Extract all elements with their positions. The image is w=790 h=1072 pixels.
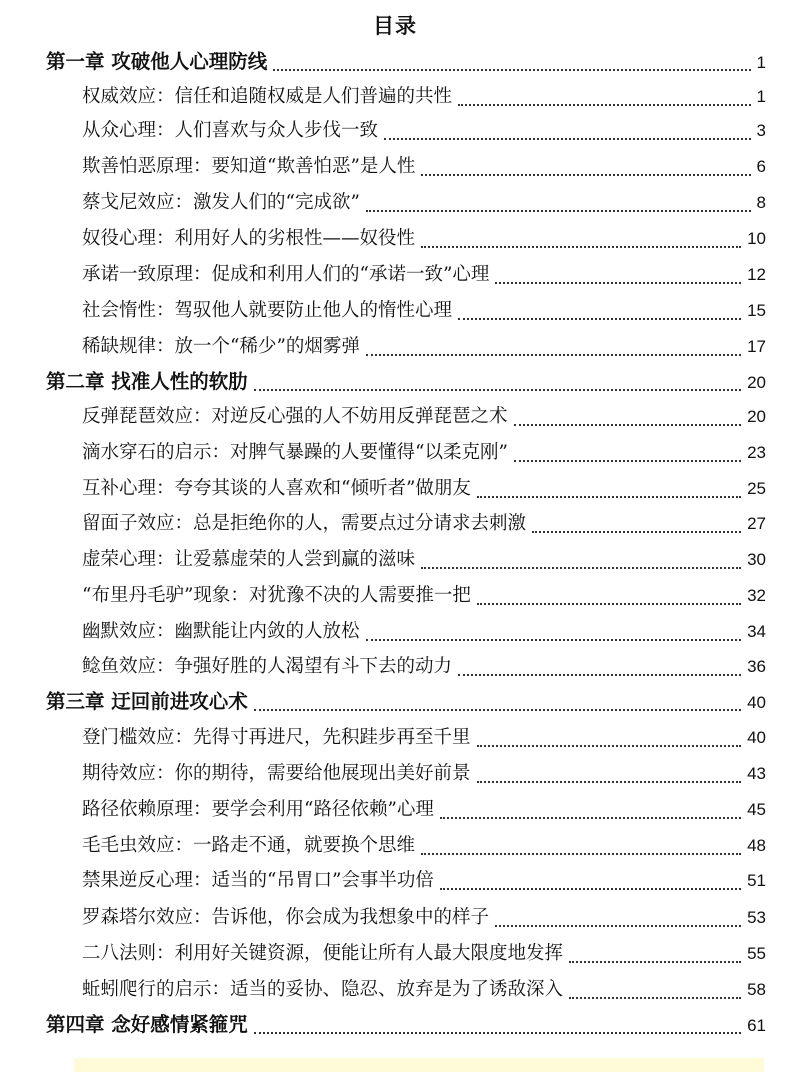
- toc-chapter-entry[interactable]: [46, 685, 766, 719]
- toc-section-entry[interactable]: [82, 901, 766, 935]
- dot-leader: [421, 853, 741, 855]
- toc-entry-title: 留面子效应：总是拒绝你的人，需要点过分请求去刺激: [82, 513, 527, 534]
- toc-entry-title: 互补心理：夸夸其谈的人喜欢和“倾听者”做朋友: [82, 478, 471, 499]
- toc-entry-title: “布里丹毛驴”现象：对犹豫不决的人需要推一把: [82, 585, 471, 606]
- toc-section-entry[interactable]: [82, 507, 766, 541]
- toc-entry-title: 第四章 念好感情紧箍咒: [46, 1013, 248, 1036]
- dot-leader: [366, 639, 742, 641]
- highlight-strip: [74, 1058, 764, 1072]
- toc-entry-title: 承诺一致原理：促成和利用人们的“承诺一致”心理: [82, 264, 490, 285]
- dot-leader: [254, 389, 741, 391]
- dot-leader: [458, 674, 741, 676]
- toc-section-entry[interactable]: [82, 579, 766, 613]
- toc-chapter-entry[interactable]: [46, 45, 766, 79]
- toc-page-number: 43: [747, 764, 766, 783]
- toc-page-number: 45: [747, 800, 766, 819]
- toc-entry-title: 登门槛效应：先得寸再进尺，先积跬步再至千里: [82, 727, 471, 748]
- toc-entry-title: 虚荣心理：让爱慕虚荣的人尝到赢的滋味: [82, 549, 416, 570]
- toc-entry-title: 幽默效应：幽默能让内敛的人放松: [82, 621, 360, 642]
- toc-section-entry[interactable]: [82, 721, 766, 755]
- toc-page-number: 61: [747, 1016, 766, 1035]
- toc-section-entry[interactable]: [82, 757, 766, 791]
- toc-page-number: 27: [747, 514, 766, 533]
- toc-section-entry[interactable]: [82, 150, 766, 184]
- dot-leader: [384, 138, 751, 140]
- dot-leader: [458, 318, 741, 320]
- toc-section-entry[interactable]: [82, 294, 766, 328]
- toc-section-entry[interactable]: [82, 186, 766, 220]
- toc-entry-title: 奴役心理：利用好人的劣根性——奴役性: [82, 228, 416, 249]
- toc-entry-title: 社会惰性：驾驭他人就要防止他人的惰性心理: [82, 300, 453, 321]
- toc-page-number: 48: [747, 836, 766, 855]
- dot-leader: [514, 460, 741, 462]
- toc-entry-title: 滴水穿石的启示：对脾气暴躁的人要懂得“以柔克刚”: [82, 442, 508, 463]
- dot-leader: [273, 69, 750, 71]
- toc-entry-title: 第二章 找准人性的软肋: [46, 370, 248, 393]
- toc-entry-title: 毛毛虫效应：一路走不通，就要换个思维: [82, 835, 416, 856]
- toc-page-number: 53: [747, 908, 766, 927]
- dot-leader: [440, 817, 741, 819]
- toc-entry-title: 鲶鱼效应：争强好胜的人渴望有斗下去的动力: [82, 656, 453, 677]
- toc-page-number: 36: [747, 657, 766, 676]
- dot-leader: [495, 925, 741, 927]
- toc-section-entry[interactable]: [82, 937, 766, 971]
- toc-page-number: 20: [747, 407, 766, 426]
- toc-entry-title: 第一章 攻破他人心理防线: [46, 50, 268, 73]
- dot-leader: [477, 781, 742, 783]
- toc-chapter-entry[interactable]: [46, 365, 766, 399]
- toc-entry-title: 期待效应：你的期待，需要给他展现出美好前景: [82, 763, 471, 784]
- toc-section-entry[interactable]: [82, 400, 766, 434]
- toc-section-entry[interactable]: [82, 258, 766, 292]
- toc-page-number: 12: [747, 265, 766, 284]
- toc-page-number: 6: [756, 157, 766, 176]
- toc-section-entry[interactable]: [82, 829, 766, 863]
- toc-page-number: 55: [747, 944, 766, 963]
- toc-section-entry[interactable]: [82, 330, 766, 364]
- toc-page-number: 1: [756, 87, 766, 106]
- toc-page-number: 10: [747, 229, 766, 248]
- dot-leader: [532, 531, 741, 533]
- toc-entry-title: 权威效应：信任和追随权威是人们普遍的共性: [82, 86, 453, 107]
- toc-entry-title: 路径依赖原理：要学会利用“路径依赖”心理: [82, 799, 434, 820]
- dot-leader: [421, 174, 750, 176]
- toc-page-number: 32: [747, 586, 766, 605]
- toc-entry-title: 反弹琵琶效应：对逆反心强的人不妨用反弹琵琶之术: [82, 406, 508, 427]
- dot-leader: [495, 282, 741, 284]
- toc-page-number: 15: [747, 301, 766, 320]
- toc-section-entry[interactable]: [82, 114, 766, 148]
- toc-entry-title: 二八法则：利用好关键资源，便能让所有人最大限度地发挥: [82, 943, 564, 964]
- dot-leader: [254, 1032, 741, 1034]
- dot-leader: [366, 210, 751, 212]
- toc-entry-title: 蔡戈尼效应：激发人们的“完成欲”: [82, 192, 360, 213]
- toc-section-entry[interactable]: [82, 222, 766, 256]
- toc-page-number: 17: [747, 337, 766, 356]
- dot-leader: [477, 496, 741, 498]
- dot-leader: [440, 888, 741, 890]
- toc-page-number: 8: [756, 193, 766, 212]
- dot-leader: [477, 745, 742, 747]
- dot-leader: [366, 354, 741, 356]
- toc-entry-title: 蚯蚓爬行的启示：适当的妥协、隐忍、放弃是为了诱敌深入: [82, 979, 564, 1000]
- toc-section-entry[interactable]: [82, 864, 766, 898]
- toc-entry-title: 欺善怕恶原理：要知道“欺善怕恶”是人性: [82, 156, 416, 177]
- toc-section-entry[interactable]: [82, 973, 766, 1007]
- toc-section-entry[interactable]: [82, 615, 766, 649]
- toc-page-number: 30: [747, 550, 766, 569]
- toc-entry-title: 从众心理：人们喜欢与众人步伐一致: [82, 120, 379, 141]
- toc-entry-title: 第三章 迂回前进攻心术: [46, 690, 248, 713]
- toc-section-entry[interactable]: [82, 472, 766, 506]
- toc-page-number: 23: [747, 443, 766, 462]
- toc-page-number: 1: [756, 53, 766, 72]
- toc-page-number: 51: [747, 871, 766, 890]
- dot-leader: [569, 961, 741, 963]
- toc-section-entry[interactable]: [82, 650, 766, 684]
- toc-entry-title: 禁果逆反心理：适当的“吊胃口”会事半功倍: [82, 870, 434, 891]
- toc-entry-title: 稀缺规律：放一个“稀少”的烟雾弹: [82, 336, 360, 357]
- toc-entry-title: 罗森塔尔效应：告诉他，你会成为我想象中的样子: [82, 907, 490, 928]
- dot-leader: [477, 603, 741, 605]
- toc-chapter-entry[interactable]: [46, 1008, 766, 1042]
- dot-leader: [458, 104, 751, 106]
- toc-page-number: 58: [747, 980, 766, 999]
- toc-page-number: 3: [756, 121, 766, 140]
- toc-page-number: 34: [747, 622, 766, 641]
- toc-page-number: 40: [747, 693, 766, 712]
- dot-leader: [421, 246, 741, 248]
- page-title: 目录: [373, 13, 417, 38]
- dot-leader: [569, 997, 741, 999]
- toc-section-entry[interactable]: [82, 80, 766, 114]
- toc-section-entry[interactable]: [82, 793, 766, 827]
- toc-page-number: 25: [747, 479, 766, 498]
- dot-leader: [254, 709, 741, 711]
- dot-leader: [421, 567, 741, 569]
- toc-section-entry[interactable]: [82, 436, 766, 470]
- toc-page-number: 40: [747, 728, 766, 747]
- toc-section-entry[interactable]: [82, 543, 766, 577]
- toc-page-number: 20: [747, 373, 766, 392]
- dot-leader: [514, 424, 742, 426]
